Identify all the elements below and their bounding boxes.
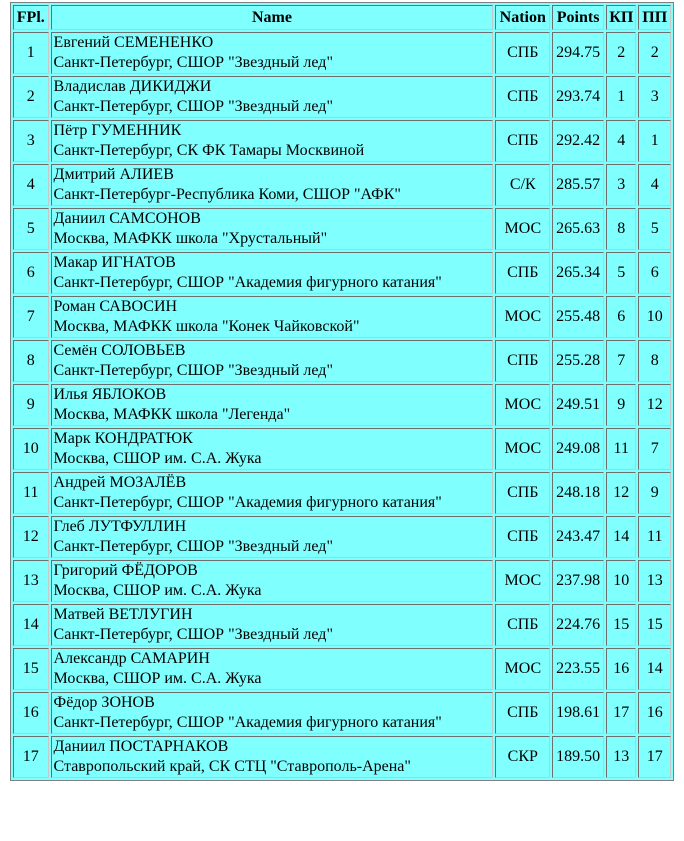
cell-nation: СПБ (495, 252, 550, 294)
cell-kp: 1 (606, 76, 636, 118)
cell-nation: МОС (495, 296, 550, 338)
athlete-name: Даниил САМСОНОВ (53, 210, 201, 227)
cell-nation: СКР (495, 736, 550, 778)
cell-name (51, 428, 494, 470)
athlete-name: Андрей МОЗАЛЁВ (53, 474, 187, 491)
athlete-club: Ставропольский край, СК СТЦ "Ставрополь-Арена" (53, 758, 411, 775)
cell-points: 255.28 (552, 340, 604, 382)
cell-pp: 4 (638, 164, 671, 206)
cell-kp: 14 (606, 516, 636, 558)
cell-pp: 6 (638, 252, 671, 294)
table-row (13, 560, 671, 602)
cell-kp: 6 (606, 296, 636, 338)
cell-points: 249.08 (552, 428, 604, 470)
cell-place: 3 (13, 120, 49, 162)
table-row (13, 604, 671, 646)
cell-points: 265.34 (552, 252, 604, 294)
cell-points: 294.75 (552, 32, 604, 74)
table-row (13, 76, 671, 118)
cell-place: 2 (13, 76, 49, 118)
athlete-club: Санкт-Петербург, СШОР "Академия фигурного катания" (53, 494, 442, 511)
table-row (13, 164, 671, 206)
cell-pp: 13 (638, 560, 671, 602)
table-row (13, 296, 671, 338)
cell-place: 14 (13, 604, 49, 646)
cell-kp: 13 (606, 736, 636, 778)
cell-points: 224.76 (552, 604, 604, 646)
cell-nation: СПБ (495, 692, 550, 734)
cell-kp: 17 (606, 692, 636, 734)
table-row (13, 736, 671, 778)
table-row (13, 516, 671, 558)
cell-name (51, 736, 494, 778)
athlete-name: Дмитрий АЛИЕВ (53, 166, 174, 183)
cell-points: 223.55 (552, 648, 604, 690)
cell-place: 7 (13, 296, 49, 338)
table-row (13, 692, 671, 734)
results-table (10, 2, 674, 781)
cell-kp: 15 (606, 604, 636, 646)
header-row (13, 5, 671, 30)
cell-pp: 11 (638, 516, 671, 558)
cell-kp: 2 (606, 32, 636, 74)
cell-nation: СПБ (495, 516, 550, 558)
cell-place: 11 (13, 472, 49, 514)
cell-pp: 2 (638, 32, 671, 74)
cell-place: 16 (13, 692, 49, 734)
cell-nation: СПБ (495, 76, 550, 118)
cell-pp: 14 (638, 648, 671, 690)
cell-name (51, 648, 494, 690)
cell-points: 237.98 (552, 560, 604, 602)
cell-place: 1 (13, 32, 49, 74)
cell-nation: МОС (495, 384, 550, 426)
athlete-club: Москва, СШОР им. С.А. Жука (53, 582, 262, 599)
header-pp: ПП (638, 5, 671, 30)
cell-kp: 11 (606, 428, 636, 470)
cell-pp: 5 (638, 208, 671, 250)
header-kp: КП (606, 5, 636, 30)
table-row (13, 208, 671, 250)
cell-name (51, 692, 494, 734)
table-row (13, 428, 671, 470)
cell-nation: СПБ (495, 340, 550, 382)
cell-points: 249.51 (552, 384, 604, 426)
cell-place: 15 (13, 648, 49, 690)
cell-nation: МОС (495, 648, 550, 690)
athlete-club: Санкт-Петербург, СШОР "Звездный лед" (53, 538, 333, 555)
cell-pp: 3 (638, 76, 671, 118)
cell-kp: 9 (606, 384, 636, 426)
athlete-name: Макар ИГНАТОВ (53, 254, 176, 271)
cell-points: 265.63 (552, 208, 604, 250)
header-place: FPl. (13, 5, 49, 30)
cell-name (51, 472, 494, 514)
athlete-club: Москва, МАФКК школа "Легенда" (53, 406, 291, 423)
table-row (13, 472, 671, 514)
cell-place: 5 (13, 208, 49, 250)
athlete-name: Марк КОНДРАТЮК (53, 430, 193, 447)
cell-name (51, 76, 494, 118)
cell-kp: 4 (606, 120, 636, 162)
cell-nation: МОС (495, 560, 550, 602)
cell-nation: МОС (495, 428, 550, 470)
cell-name (51, 384, 494, 426)
table-row (13, 120, 671, 162)
cell-pp: 8 (638, 340, 671, 382)
athlete-name: Семён СОЛОВЬЕВ (53, 342, 186, 359)
cell-kp: 3 (606, 164, 636, 206)
cell-name (51, 164, 494, 206)
cell-place: 6 (13, 252, 49, 294)
cell-place: 9 (13, 384, 49, 426)
cell-pp: 17 (638, 736, 671, 778)
athlete-club: Санкт-Петербург, СШОР "Академия фигурного катания" (53, 274, 442, 291)
cell-points: 293.74 (552, 76, 604, 118)
cell-nation: СПБ (495, 472, 550, 514)
cell-kp: 12 (606, 472, 636, 514)
cell-place: 10 (13, 428, 49, 470)
table-row (13, 32, 671, 74)
athlete-club: Москва, СШОР им. С.А. Жука (53, 450, 262, 467)
cell-place: 17 (13, 736, 49, 778)
athlete-club: Москва, МАФКК школа "Конек Чайковской" (53, 318, 360, 335)
cell-place: 4 (13, 164, 49, 206)
cell-name (51, 296, 494, 338)
athlete-name: Евгений СЕМЕНЕНКО (53, 34, 214, 51)
athlete-club: Санкт-Петербург, СШОР "Звездный лед" (53, 98, 333, 115)
cell-name (51, 516, 494, 558)
athlete-name: Даниил ПОСТАРНАКОВ (53, 738, 229, 755)
cell-pp: 1 (638, 120, 671, 162)
table-row (13, 340, 671, 382)
cell-nation: СПБ (495, 604, 550, 646)
athlete-name: Фёдор ЗОНОВ (53, 694, 155, 711)
athlete-name: Владислав ДИКИДЖИ (53, 78, 212, 95)
cell-points: 243.47 (552, 516, 604, 558)
athlete-club: Санкт-Петербург-Республика Коми, СШОР "АФК" (53, 186, 401, 203)
header-nation: Nation (495, 5, 550, 30)
athlete-club: Санкт-Петербург, СШОР "Звездный лед" (53, 626, 333, 643)
cell-pp: 12 (638, 384, 671, 426)
athlete-club: Москва, СШОР им. С.А. Жука (53, 670, 262, 687)
cell-nation: СПБ (495, 120, 550, 162)
athlete-name: Матвей ВЕТЛУГИН (53, 606, 193, 623)
cell-points: 248.18 (552, 472, 604, 514)
cell-name (51, 120, 494, 162)
cell-points: 285.57 (552, 164, 604, 206)
header-name: Name (51, 5, 494, 30)
athlete-name: Пётр ГУМЕННИК (53, 122, 182, 139)
athlete-club: Санкт-Петербург, СШОР "Звездный лед" (53, 54, 333, 71)
athlete-club: Санкт-Петербург, СШОР "Академия фигурного катания" (53, 714, 442, 731)
cell-name (51, 340, 494, 382)
cell-name (51, 252, 494, 294)
cell-kp: 7 (606, 340, 636, 382)
athlete-name: Григорий ФЁДОРОВ (53, 562, 198, 579)
cell-pp: 7 (638, 428, 671, 470)
cell-place: 8 (13, 340, 49, 382)
table-row (13, 648, 671, 690)
cell-place: 12 (13, 516, 49, 558)
athlete-name: Роман САВОСИН (53, 298, 178, 315)
cell-nation: МОС (495, 208, 550, 250)
cell-name (51, 208, 494, 250)
table-row (13, 252, 671, 294)
cell-points: 292.42 (552, 120, 604, 162)
page-bottom-edge (0, 835, 684, 841)
athlete-name: Александр САМАРИН (53, 650, 210, 667)
cell-nation: С/К (495, 164, 550, 206)
cell-pp: 16 (638, 692, 671, 734)
cell-kp: 10 (606, 560, 636, 602)
cell-kp: 5 (606, 252, 636, 294)
header-points: Points (552, 5, 604, 30)
athlete-club: Санкт-Петербург, СШОР "Звездный лед" (53, 362, 333, 379)
cell-kp: 16 (606, 648, 636, 690)
cell-name (51, 560, 494, 602)
athlete-club: Москва, МАФКК школа "Хрустальный" (53, 230, 328, 247)
cell-nation: СПБ (495, 32, 550, 74)
cell-points: 189.50 (552, 736, 604, 778)
cell-name (51, 604, 494, 646)
athlete-name: Илья ЯБЛОКОВ (53, 386, 167, 403)
cell-place: 13 (13, 560, 49, 602)
cell-kp: 8 (606, 208, 636, 250)
cell-points: 198.61 (552, 692, 604, 734)
cell-pp: 10 (638, 296, 671, 338)
cell-points: 255.48 (552, 296, 604, 338)
athlete-name: Глеб ЛУТФУЛЛИН (53, 518, 187, 535)
cell-pp: 15 (638, 604, 671, 646)
cell-pp: 9 (638, 472, 671, 514)
cell-name (51, 32, 494, 74)
table-row (13, 384, 671, 426)
athlete-club: Санкт-Петербург, СК ФК Тамары Москвиной (53, 142, 365, 159)
